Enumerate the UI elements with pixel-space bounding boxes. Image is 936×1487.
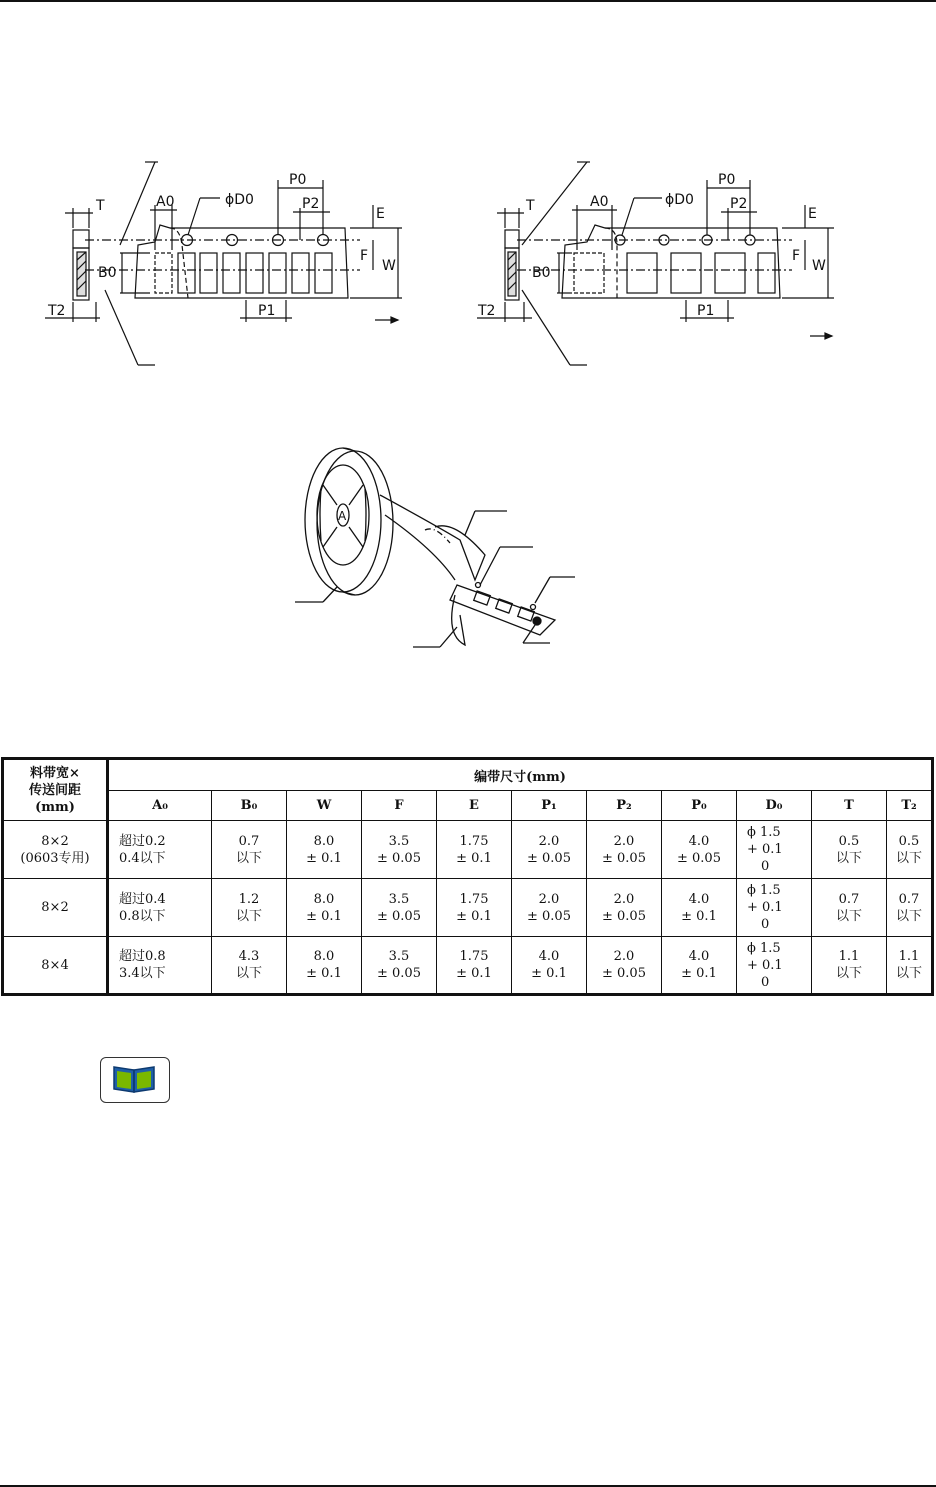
- cell-e: 1.75 ± 0.1: [437, 937, 512, 995]
- tape-diagram-left: [30, 150, 410, 375]
- table-header-row: [3, 759, 933, 791]
- row-label: 8×2 (0603专用): [3, 821, 108, 879]
- col-header: P₁: [512, 791, 587, 821]
- cell-f: 3.5 ± 0.05: [362, 821, 437, 879]
- tape-spec-table: [1, 757, 934, 996]
- label-D0: ϕD0: [225, 192, 254, 208]
- row-label: 8×4: [3, 937, 108, 995]
- label-A0: A0: [156, 194, 175, 210]
- cell-p0: 4.0 ± 0.1: [662, 879, 737, 937]
- reel-diagram: [285, 435, 575, 665]
- col-header: D₀: [737, 791, 812, 821]
- label-P1: P1: [697, 303, 715, 319]
- label-E: E: [808, 206, 817, 222]
- cell-w: 8.0 ± 0.1: [287, 821, 362, 879]
- cell-a0: 超过0.4 0.8以下: [108, 879, 212, 937]
- cell-d0: ϕ 1.5 + 0.1 0: [737, 879, 812, 937]
- table-row: [3, 821, 933, 879]
- col-header: T₂: [887, 791, 933, 821]
- cell-b0: 4.3 以下: [212, 937, 287, 995]
- label-A0: A0: [590, 194, 609, 210]
- cell-t: 1.1 以下: [812, 937, 887, 995]
- label-D0: ϕD0: [665, 192, 694, 208]
- tape-diagram-right: [462, 150, 842, 375]
- label-F: F: [792, 248, 801, 264]
- label-T2: T2: [478, 303, 496, 319]
- book-icon: [100, 1057, 170, 1103]
- col-header: E: [437, 791, 512, 821]
- cell-f: 3.5 ± 0.05: [362, 937, 437, 995]
- group-header: 编带尺寸(mm): [108, 759, 933, 791]
- cell-p2: 2.0 ± 0.05: [587, 937, 662, 995]
- label-E: E: [376, 206, 385, 222]
- cell-w: 8.0 ± 0.1: [287, 937, 362, 995]
- cell-p2: 2.0 ± 0.05: [587, 821, 662, 879]
- table-row: [3, 879, 933, 937]
- cell-p0: 4.0 ± 0.05: [662, 821, 737, 879]
- col-header: P₂: [587, 791, 662, 821]
- label-F: F: [360, 248, 369, 264]
- cell-p1: 4.0 ± 0.1: [512, 937, 587, 995]
- label-W: W: [812, 258, 826, 274]
- cell-t: 0.5 以下: [812, 821, 887, 879]
- col-header: B₀: [212, 791, 287, 821]
- label-P1: P1: [258, 303, 276, 319]
- cell-p1: 2.0 ± 0.05: [512, 821, 587, 879]
- cell-t2: 0.7 以下: [887, 879, 933, 937]
- cell-e: 1.75 ± 0.1: [437, 821, 512, 879]
- cell-p0: 4.0 ± 0.1: [662, 937, 737, 995]
- cell-b0: 0.7 以下: [212, 821, 287, 879]
- col-header: W: [287, 791, 362, 821]
- cell-a0: 超过0.2 0.4以下: [108, 821, 212, 879]
- cell-d0: ϕ 1.5 + 0.1 0: [737, 937, 812, 995]
- label-B0: B0: [532, 265, 551, 281]
- cell-p2: 2.0 ± 0.05: [587, 879, 662, 937]
- label-P2: P2: [730, 196, 748, 212]
- col-header: F: [362, 791, 437, 821]
- col-header: P₀: [662, 791, 737, 821]
- label-T: T: [96, 198, 105, 214]
- cell-b0: 1.2 以下: [212, 879, 287, 937]
- corner-header: 料带宽× 传送间距 (mm): [3, 759, 108, 821]
- cell-t2: 1.1 以下: [887, 937, 933, 995]
- label-T: T: [526, 198, 535, 214]
- cell-p1: 2.0 ± 0.05: [512, 879, 587, 937]
- cell-e: 1.75 ± 0.1: [437, 879, 512, 937]
- reel-hub-letter: A: [338, 509, 347, 523]
- cell-a0: 超过0.8 3.4以下: [108, 937, 212, 995]
- table-column-row: [3, 791, 933, 821]
- col-header: T: [812, 791, 887, 821]
- open-book-icon: [101, 1058, 168, 1101]
- col-header: A₀: [108, 791, 212, 821]
- label-B0: B0: [98, 265, 117, 281]
- cell-t: 0.7 以下: [812, 879, 887, 937]
- page-top-rule: [0, 0, 936, 2]
- label-P2: P2: [302, 196, 320, 212]
- label-W: W: [382, 258, 396, 274]
- cell-w: 8.0 ± 0.1: [287, 879, 362, 937]
- row-label: 8×2: [3, 879, 108, 937]
- table-row: [3, 937, 933, 995]
- label-T2: T2: [48, 303, 66, 319]
- cell-f: 3.5 ± 0.05: [362, 879, 437, 937]
- label-P0: P0: [718, 172, 736, 188]
- cell-t2: 0.5 以下: [887, 821, 933, 879]
- label-P0: P0: [289, 172, 307, 188]
- cell-d0: ϕ 1.5 + 0.1 0: [737, 821, 812, 879]
